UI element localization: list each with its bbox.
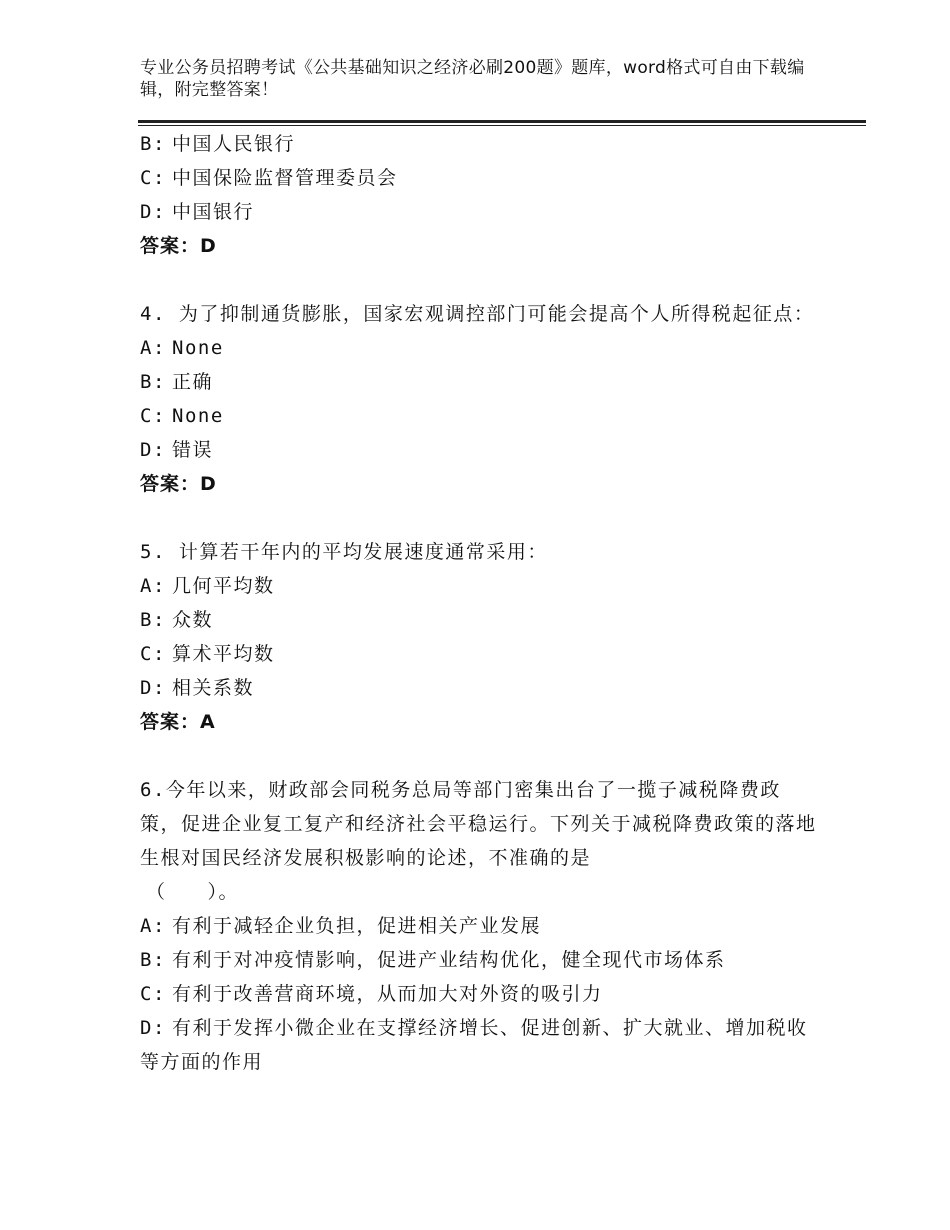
q6-option-a: A: 有利于减轻企业负担，促进相关产业发展: [140, 915, 542, 937]
q5-option-d: D: 相关系数: [140, 677, 255, 699]
spacer: [140, 263, 820, 297]
q4-option-d: D: 错误: [140, 439, 214, 461]
q4-option-b: B: 正确: [140, 371, 214, 393]
spacer: [140, 501, 820, 535]
q5-option-c: C: 算术平均数: [140, 643, 275, 665]
q3-option-c: C: 中国保险监督管理委员会: [140, 167, 398, 189]
q6-option-d: D: 有利于发挥小微企业在支撑经济增长、促进创新、扩大就业、增加税收等方面的作用: [140, 1017, 808, 1073]
question-4-block: [140, 297, 820, 501]
document-header: 专业公务员招聘考试《公共基础知识之经济必刷200题》题库，word格式可自由下载编辑，附完整答案！: [140, 58, 805, 100]
q6-text: 6.今年以来，财政部会同税务总局等部门密集出台了一揽子减税降费政策，促进企业复工复产和经济社会平稳运行。下列关于减税降费政策的落地生根对国民经济发展积极影响的论述，不准确的是: [140, 779, 817, 869]
q5-option-b: B: 众数: [140, 609, 214, 631]
q4-answer: 答案：D: [140, 473, 217, 495]
q4-option-c: C: None: [140, 405, 224, 427]
q5-answer: 答案：A: [140, 711, 216, 733]
question-content: [140, 127, 820, 1079]
question-6-block: [140, 773, 820, 1079]
q5-option-a: A: 几何平均数: [140, 575, 275, 597]
header-rule-thin: [138, 125, 866, 126]
spacer: [140, 739, 820, 773]
q3-option-d: D: 中国银行: [140, 201, 255, 223]
q4-option-a: A: None: [140, 337, 224, 359]
header-rule-thick: [138, 120, 866, 123]
q6-option-c: C: 有利于改善营商环境，从而加大对外资的吸引力: [140, 983, 603, 1005]
q6-option-b: B: 有利于对冲疫情影响，促进产业结构优化，健全现代市场体系: [140, 949, 726, 971]
q3-answer: 答案：D: [140, 235, 217, 257]
q5-text: 5. 计算若干年内的平均发展速度通常采用：: [140, 541, 548, 563]
q3-option-b: B: 中国人民银行: [140, 133, 296, 155]
question-3-block: [140, 127, 820, 263]
question-5-block: [140, 535, 820, 739]
q6-blank: （ ）。: [146, 881, 240, 903]
q4-text: 4. 为了抑制通货膨胀，国家宏观调控部门可能会提高个人所得税起征点：: [140, 303, 815, 325]
